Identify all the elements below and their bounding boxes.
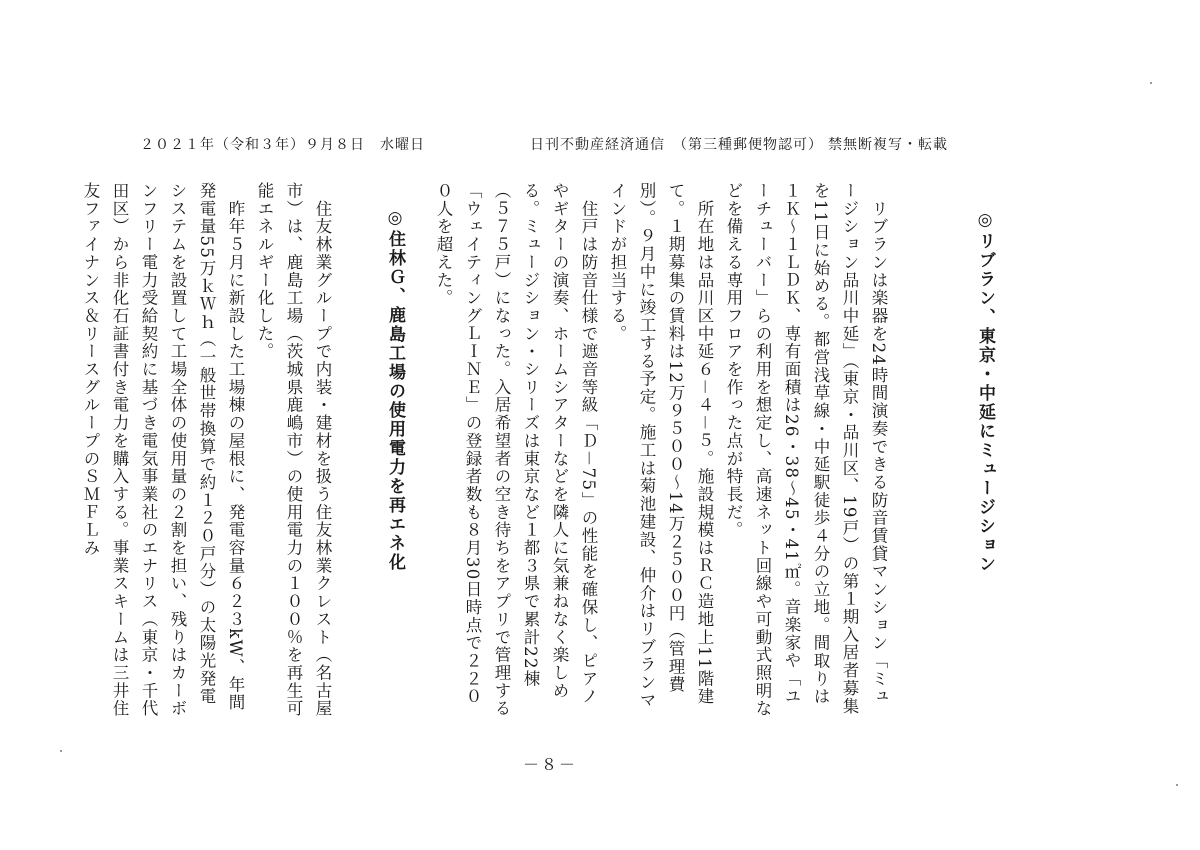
article-2-body: 住友林業グループで内装・建材を扱う住友林業クレスト（名古屋市）は、鹿島工場（茨城県鹿嶋市）の使用電力の１００％を再生可能エネルギー化した。 昨年５月に新設した工場棟の屋根に、発電容量６２３kW、年間発電量55万ｋＷｈ（一般世帯換算で約１２０戸分）の太陽光発電システムを設置して工場全体の使用量の２割を担い、残りはカーボンフリー電力受給契約に基づき電気事業社のエナリス（東京・千代田区）から非化石証書付き電力を購入する。事業スキームは三井住友ファイナンス＆リースグループのＳＭＦＬみ [81, 182, 332, 718]
scan-speck [1176, 784, 1178, 786]
article-1-title-column [970, 210, 1000, 750]
scan-speck [60, 750, 62, 752]
article-1-title: ◎リブラン、東京・中延にミュージション [975, 210, 995, 574]
copyright-notice: 禁無断複写・転載 [828, 137, 948, 153]
article-1-body: リブランは楽器を24時間演奏できる防音賃貸マンション「ミュージション品川中延」（東京・品川区、19戸）の第１期入居者募集を11日に始める。都営浅草線・中延駅徒歩４分の立地。間取りは１Ｋ～１ＬＤＫ、専有面積は26・38～45・41㎡。音楽家や「ユーチューバー」らの利用を想定し、高速ネット回線や可動式照明などを備える専用フロアを作った点が特長だ。 所在地は品川区中延６－４－５。施設規模はＲＣ造地上11階建て。１期募集の賃料は12万９５００～14万２５００円（管理費別）。９月中に竣工する予定。施工は菊池建設、仲介はリブランマインドが担当する。 住戸は防音仕様で遮音等級「Ｄ－75」の性能を確保し、ピアノやギターの演奏、ホームシアターなどを隣人に気兼ねなく楽しめる。ミュージション・シリーズは東京など１都３県で累計22棟（５７５戸）になった。入居希望者の空き待ちをアプリで管理する「ウェイティングＬＩＮＥ」の登録者数も８月30日時点で２２００人を超えた。 [434, 182, 888, 718]
article-2-body-column [76, 182, 386, 722]
publication-name: 日刊不動産経済通信 （第三種郵便物認可） [530, 137, 823, 153]
article-1-body-column [429, 182, 974, 722]
page-header [140, 134, 970, 158]
issue-date: ２０２１年（令和３年）９月８日 水曜日 [140, 137, 425, 153]
article-2-title: ◎住林Ｇ、鹿島工場の使用電力を再エネ化 [385, 208, 405, 572]
page-number: －８－ [522, 755, 577, 774]
scan-speck [1150, 82, 1152, 84]
